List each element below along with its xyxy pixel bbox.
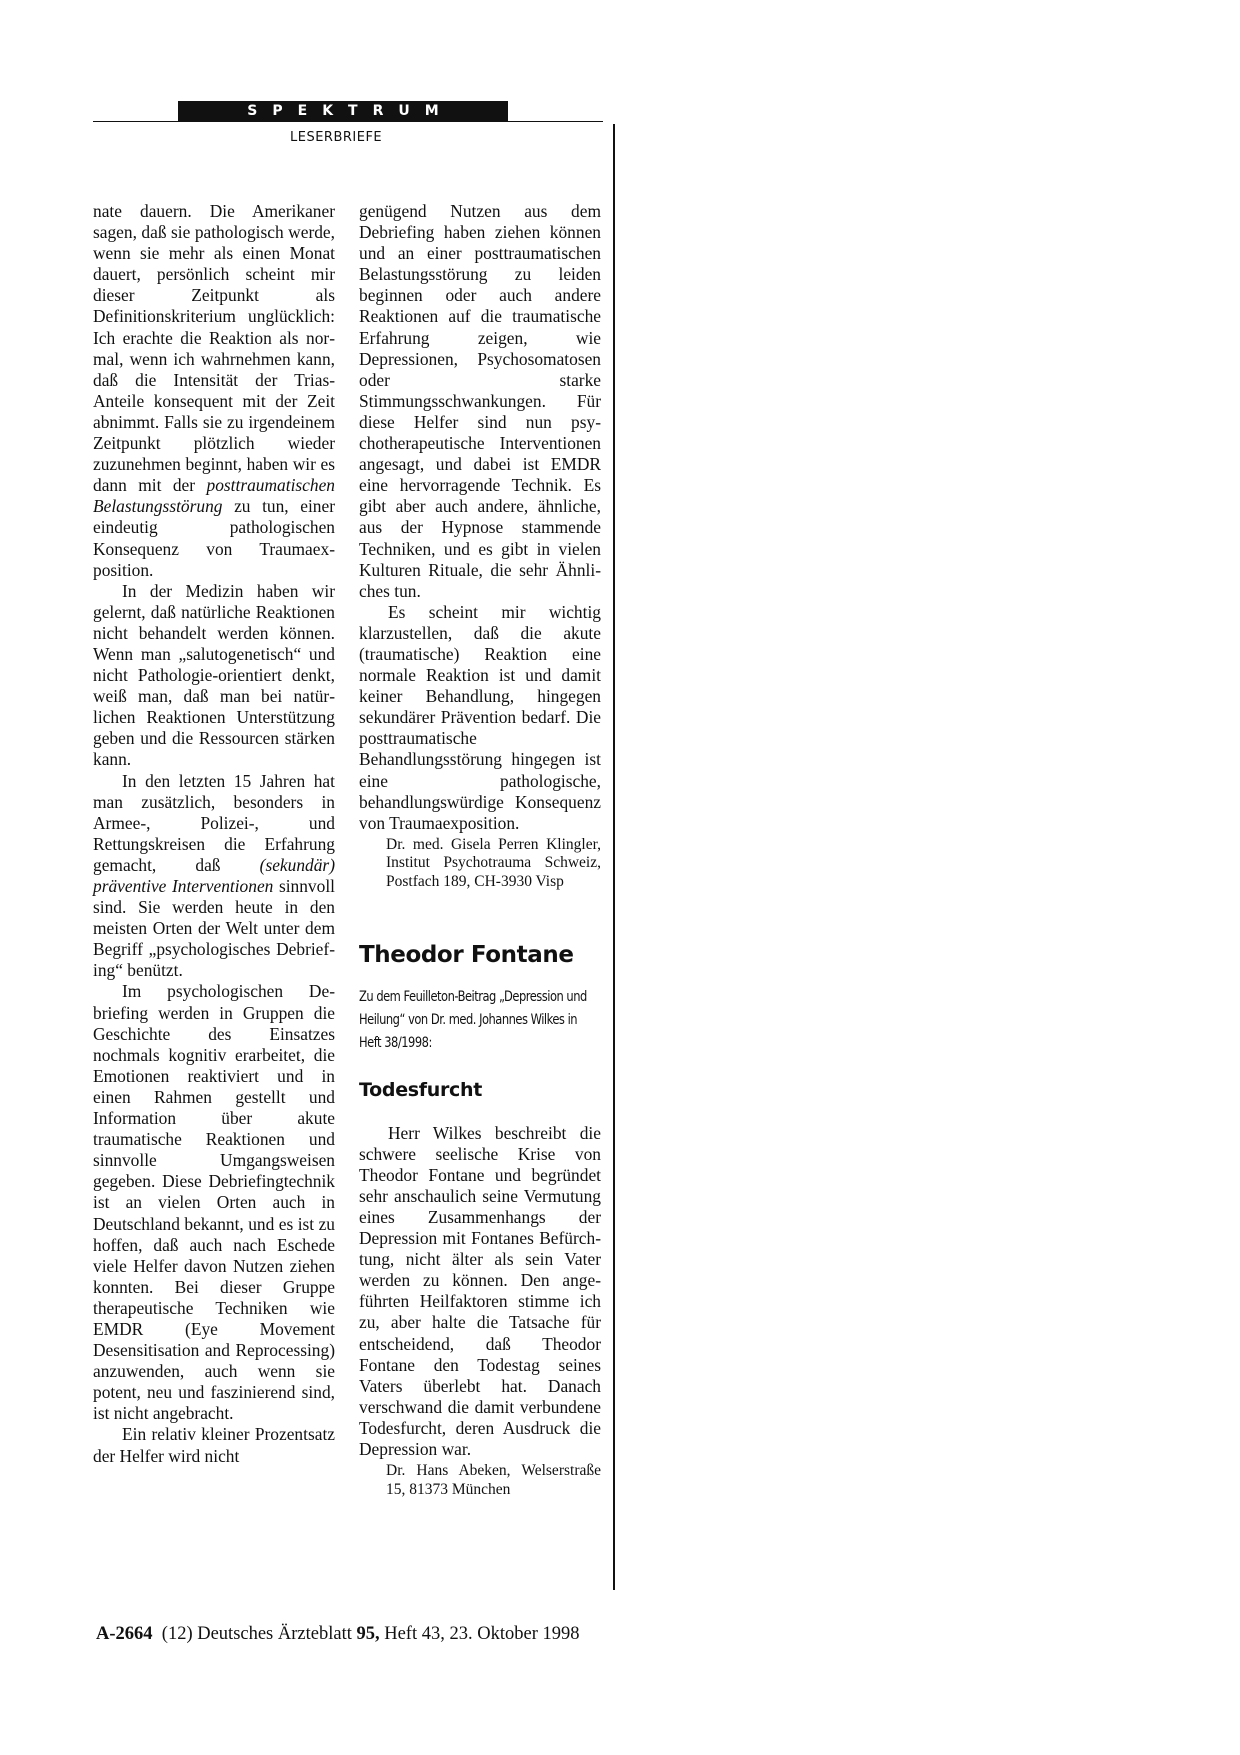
left-paragraph-3: In den letzten 15 Jahren hat man zusätzlich, besonders in Armee-, Polizei-, und Rettungskreisen die Erfahrung gemacht, daß (sekundär) präventive Interventionen sinnvoll sind. Sie werden heute in den meisten Orten der Welt unter dem Begriff „psychologisches Debriefing“ benützt. bbox=[93, 770, 335, 981]
page-footer bbox=[96, 1624, 579, 1645]
subsection-label: LESERBRIEFE bbox=[290, 130, 383, 145]
signature-abeken: Dr. Hans Abeken, Welserstraße 15, 81373 München bbox=[386, 1462, 601, 1498]
journal-name: (12) Deutsches Ärzteblatt bbox=[161, 1624, 352, 1644]
signature-perren: Dr. med. Gisela Perren Klingler, Institut Psychotrauma Schweiz, Postfach 189, CH-3930 Visp bbox=[386, 835, 601, 890]
left-paragraph-5: Ein relativ kleiner Prozentsatz der Helfer wird nicht bbox=[93, 1424, 335, 1466]
article-reference: Zu dem Feuilleton-Beitrag „Depression und Heilung“ von Dr. med. Johannes Wilkes in Heft 38/1998: bbox=[359, 988, 587, 1051]
left-paragraph-4: Im psychologischen Debriefing werden in Gruppen die Geschichte des Einsatzes nochmals kognitiv erarbeitet, die Emotionen reaktiviert und in einen Rahmen gestellt und Information über akute traumatische Reaktionen und sinnvolle Umgangsweisen gegeben. Diese Debriefingtechnik ist an vielen Orten auch in Deutschland bekannt, und es ist zu hoffen, daß auch nach Eschede viele Helfer davon Nutzen ziehen konnten. Bei dieser Gruppe therapeutische Techniken wie EMDR (Eye Movement Desensitisation and Reprocessing) anzuwenden, auch wenn sie potent, neu und faszinierend sind, ist nicht angebracht. bbox=[93, 981, 335, 1424]
letter-body: Herr Wilkes beschreibt die schwere seelische Krise von Theodor Fontane und begründet sehr anschaulich seine Vermutung eines Zusammenhangs der Depression mit Fontanes Befürchtung, nicht älter als sein Vater werden zu können. Den angeführten Heilfaktoren stimme ich zu, aber halte die Tatsache für entscheidend, daß Theodor Fontane den Todestag seines Vaters überlebt hat. Danach verschwand die damit verbundene Todesfurcht, deren Ausdruck die Depression war. bbox=[359, 1122, 601, 1459]
right-paragraph-1: genügend Nutzen aus dem Debriefing haben ziehen können und an einer posttraumatischen Belastungsstörung zu leiden beginnen oder auch andere Reaktionen auf die traumatische Erfahrung zeigen, wie Depressionen, Psychosomatosen oder starke Stimmungsschwankungen. Für diese Helfer sind nun psychotherapeutische Interventionen angesagt, und dabei ist EMDR eine hervorragende Technik. Es gibt aber auch andere, ähnliche, aus der Hypnose stammende Techniken, und es gibt in vielen Kulturen Rituale, die sehr Ähnliches tun. bbox=[359, 201, 601, 601]
left-paragraph-1: nate dauern. Die Amerikaner sagen, daß sie pathologisch werde, wenn sie mehr als einen Monat dauert, persönlich scheint mir dieser Zeitpunkt als Definitionskriterium unglücklich: Ich erachte die Reaktion als normal, wenn ich wahrnehmen kann, daß die Intensität der Trias-Anteile konsequent mit der Zeit abnimmt. Falls sie zu irgendeinem Zeitpunkt plötzlich wieder zuzunehmen beginnt, haben wir es dann mit der posttraumatischen Belastungsstörung zu tun, einer eindeutig pathologischen Konsequenz von Traumaexposition. bbox=[93, 201, 335, 580]
letter-title: Todesfurcht bbox=[359, 1078, 483, 1101]
issue-date: Heft 43, 23. Oktober 1998 bbox=[384, 1624, 580, 1644]
right-column bbox=[359, 201, 601, 1499]
column-divider bbox=[613, 124, 615, 1590]
left-column bbox=[93, 201, 335, 1467]
volume: 95, bbox=[356, 1624, 380, 1644]
section-banner: SPEKTRUM bbox=[178, 101, 508, 122]
page-number: A-2664 bbox=[96, 1624, 153, 1644]
left-paragraph-2: In der Medizin haben wir gelernt, daß natürliche Reaktionen nicht behandelt werden können. Wenn man „salutogenetisch“ und nicht Pathologie-orientiert denkt, weiß man, daß man bei natürlichen Reaktionen Unterstützung geben und die Ressourcen stärken kann. bbox=[93, 580, 335, 770]
right-paragraph-2: Es scheint mir wichtig klarzustellen, daß die akute (traumatische) Reaktion eine normale Reaktion ist und damit keiner Behandlung, hingegen sekundärer Prävention bedarf. Die posttraumatische Behandlungsstörung hingegen ist eine pathologische, behandlungswürdige Konsequenz von Traumaexposition. bbox=[359, 601, 601, 833]
section-title: Theodor Fontane bbox=[359, 941, 574, 968]
